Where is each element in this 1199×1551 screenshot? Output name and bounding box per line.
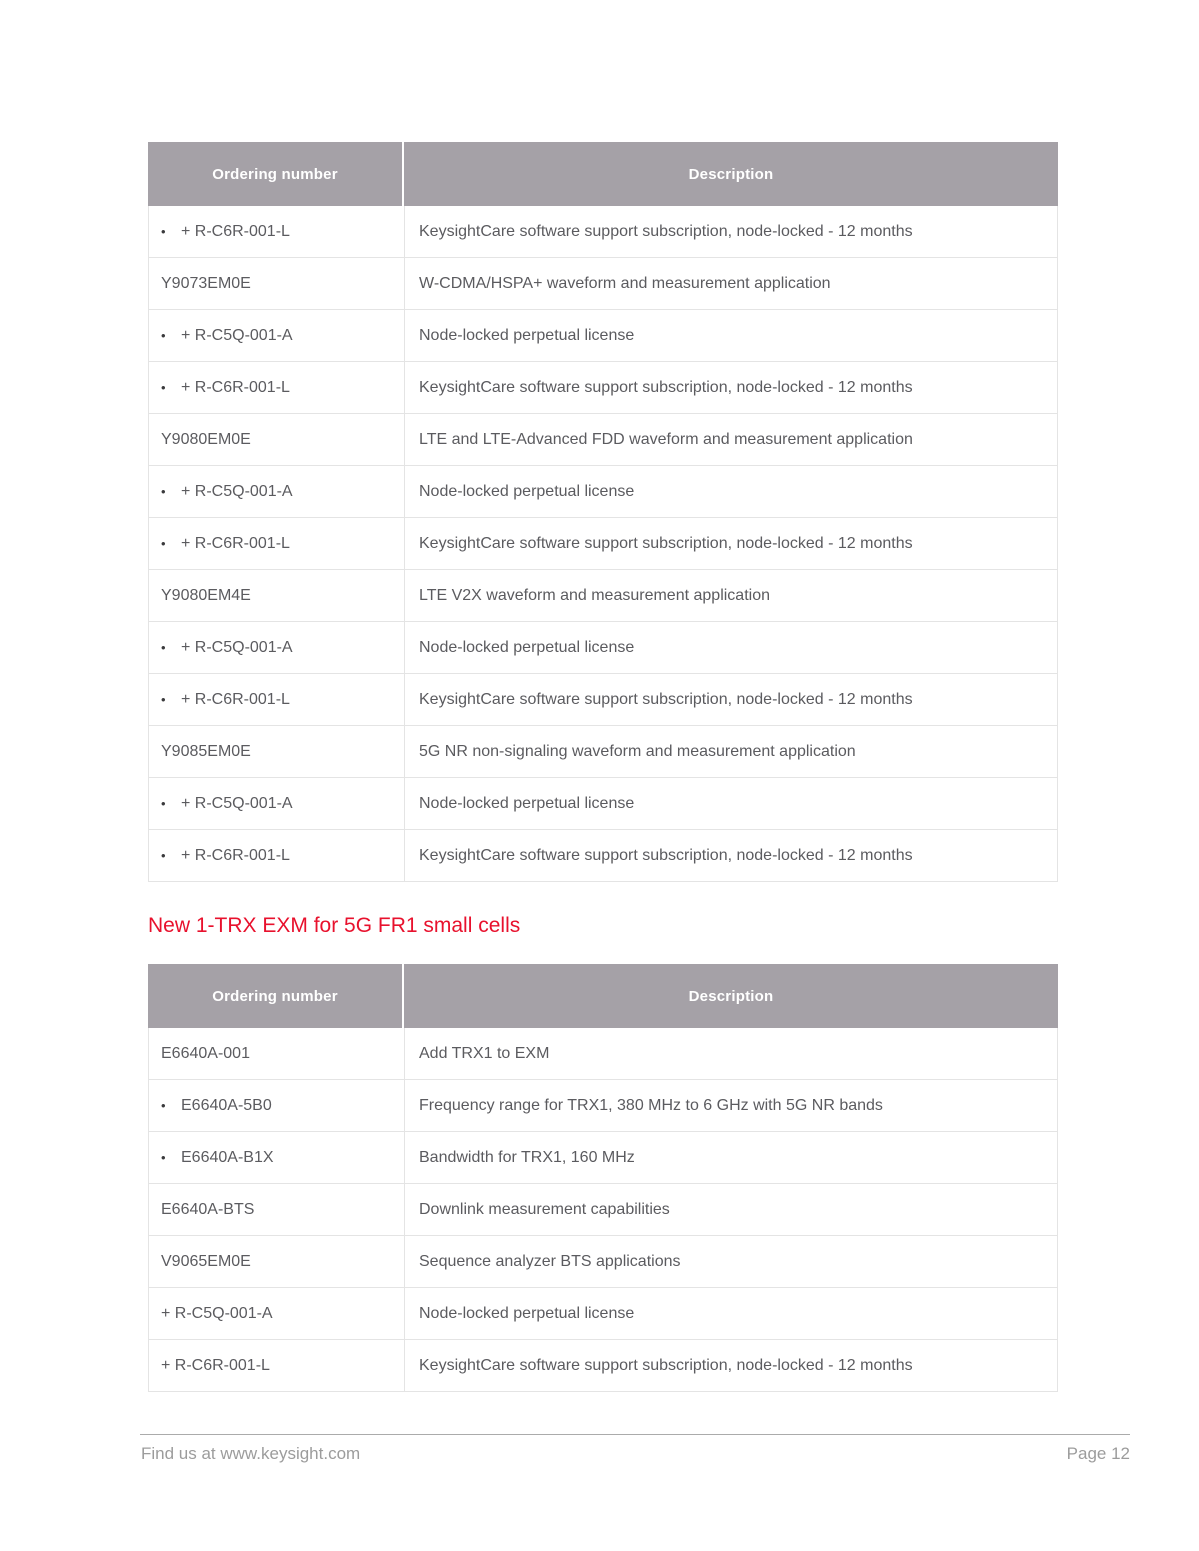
table-row (149, 518, 1057, 570)
ordering-number: + R-C5Q-001-A (161, 1304, 273, 1322)
description-cell: Node-locked perpetual license (404, 1288, 1057, 1339)
description-cell: KeysightCare software support subscription, node-locked - 12 months (404, 674, 1057, 725)
column-header-ordering-number: Ordering number (148, 142, 404, 206)
ordering-number-cell (149, 414, 404, 465)
bullet-icon: • (161, 796, 166, 811)
ordering-number: Y9073EM0E (161, 274, 251, 292)
ordering-number-cell (149, 674, 404, 725)
table-row (149, 726, 1057, 778)
ordering-number: + R-C6R-001-L (181, 690, 290, 708)
description-cell: KeysightCare software support subscription, node-locked - 12 months (404, 1340, 1057, 1391)
ordering-number: + R-C5Q-001-A (181, 638, 293, 656)
ordering-number-cell (149, 726, 404, 777)
description-cell: Node-locked perpetual license (404, 622, 1057, 673)
bullet-icon: • (161, 328, 166, 343)
table-body (148, 206, 1058, 882)
table-row (149, 414, 1057, 466)
ordering-number-cell (149, 570, 404, 621)
ordering-number-cell (149, 622, 404, 673)
ordering-number: + R-C6R-001-L (161, 1356, 270, 1374)
ordering-number-cell (149, 1236, 404, 1287)
ordering-number: V9065EM0E (161, 1252, 251, 1270)
section-heading: New 1-TRX EXM for 5G FR1 small cells (148, 914, 521, 937)
description-cell: KeysightCare software support subscription, node-locked - 12 months (404, 206, 1057, 257)
ordering-number: E6640A-001 (161, 1044, 250, 1062)
table-row (149, 362, 1057, 414)
ordering-number: + R-C6R-001-L (181, 846, 290, 864)
ordering-number-cell (149, 830, 404, 881)
ordering-number: + R-C5Q-001-A (181, 326, 293, 344)
table-row (149, 1340, 1057, 1392)
table-row (149, 1080, 1057, 1132)
ordering-number-cell (149, 778, 404, 829)
ordering-number-cell (149, 310, 404, 361)
ordering-number-cell (149, 206, 404, 257)
ordering-number: E6640A-5B0 (181, 1096, 272, 1114)
description-cell: Add TRX1 to EXM (404, 1028, 1057, 1079)
table-row (149, 466, 1057, 518)
bullet-icon: • (161, 640, 166, 655)
table-row (149, 206, 1057, 258)
description-cell: Bandwidth for TRX1, 160 MHz (404, 1132, 1057, 1183)
ordering-number-cell (149, 1184, 404, 1235)
ordering-number: E6640A-B1X (181, 1148, 274, 1166)
bullet-icon: • (161, 848, 166, 863)
bullet-icon: • (161, 380, 166, 395)
table-row (149, 310, 1057, 362)
ordering-number-cell (149, 1288, 404, 1339)
table-row (149, 1132, 1057, 1184)
ordering-number-cell (149, 1028, 404, 1079)
footer-url: Find us at www.keysight.com (141, 1444, 361, 1463)
ordering-number-cell (149, 466, 404, 517)
description-cell: Sequence analyzer BTS applications (404, 1236, 1057, 1287)
ordering-number: + R-C6R-001-L (181, 534, 290, 552)
page-number: Page 12 (1066, 1444, 1130, 1463)
description-cell: Node-locked perpetual license (404, 310, 1057, 361)
ordering-number: + R-C5Q-001-A (181, 794, 293, 812)
description-cell: Node-locked perpetual license (404, 466, 1057, 517)
bullet-icon: • (161, 224, 166, 239)
ordering-number: + R-C5Q-001-A (181, 482, 293, 500)
table-header-row (148, 964, 1058, 1028)
table-row (149, 622, 1057, 674)
bullet-icon: • (161, 692, 166, 707)
bullet-icon: • (161, 536, 166, 551)
table-row (149, 1236, 1057, 1288)
column-header-description: Description (688, 165, 774, 183)
ordering-number-cell (149, 362, 404, 413)
column-header-description: Description (688, 987, 774, 1005)
bullet-icon: • (161, 1150, 166, 1165)
table-row (149, 1288, 1057, 1340)
ordering-number: + R-C6R-001-L (181, 222, 290, 240)
bullet-icon: • (161, 1098, 166, 1113)
table-header-row (148, 142, 1058, 206)
description-cell: KeysightCare software support subscription, node-locked - 12 months (404, 830, 1057, 881)
ordering-number-cell (149, 1080, 404, 1131)
table-row (149, 830, 1057, 882)
ordering-table-upper (148, 142, 1058, 882)
ordering-number-cell (149, 1132, 404, 1183)
description-cell: Downlink measurement capabilities (404, 1184, 1057, 1235)
table-row (149, 1184, 1057, 1236)
description-cell: 5G NR non-signaling waveform and measurement application (404, 726, 1057, 777)
bullet-icon: • (161, 484, 166, 499)
description-cell: KeysightCare software support subscription, node-locked - 12 months (404, 518, 1057, 569)
table-body (148, 1028, 1058, 1392)
description-cell: Node-locked perpetual license (404, 778, 1057, 829)
description-cell: LTE V2X waveform and measurement application (404, 570, 1057, 621)
ordering-number-cell (149, 518, 404, 569)
ordering-number: E6640A-BTS (161, 1200, 255, 1218)
ordering-table-5g-fr1-small-cells (148, 964, 1058, 1392)
ordering-number: + R-C6R-001-L (181, 378, 290, 396)
column-header-ordering-number: Ordering number (148, 964, 404, 1028)
ordering-number: Y9080EM0E (161, 430, 251, 448)
table-row (149, 258, 1057, 310)
ordering-number-cell (149, 258, 404, 309)
description-cell: W-CDMA/HSPA+ waveform and measurement application (404, 258, 1057, 309)
table-row (149, 674, 1057, 726)
ordering-number-cell (149, 1340, 404, 1391)
table-row (149, 1028, 1057, 1080)
table-row (149, 570, 1057, 622)
description-cell: Frequency range for TRX1, 380 MHz to 6 GHz with 5G NR bands (404, 1080, 1057, 1131)
description-cell: LTE and LTE-Advanced FDD waveform and measurement application (404, 414, 1057, 465)
description-cell: KeysightCare software support subscription, node-locked - 12 months (404, 362, 1057, 413)
ordering-number: Y9085EM0E (161, 742, 251, 760)
table-row (149, 778, 1057, 830)
ordering-number: Y9080EM4E (161, 586, 251, 604)
footer-divider (140, 1434, 1130, 1435)
